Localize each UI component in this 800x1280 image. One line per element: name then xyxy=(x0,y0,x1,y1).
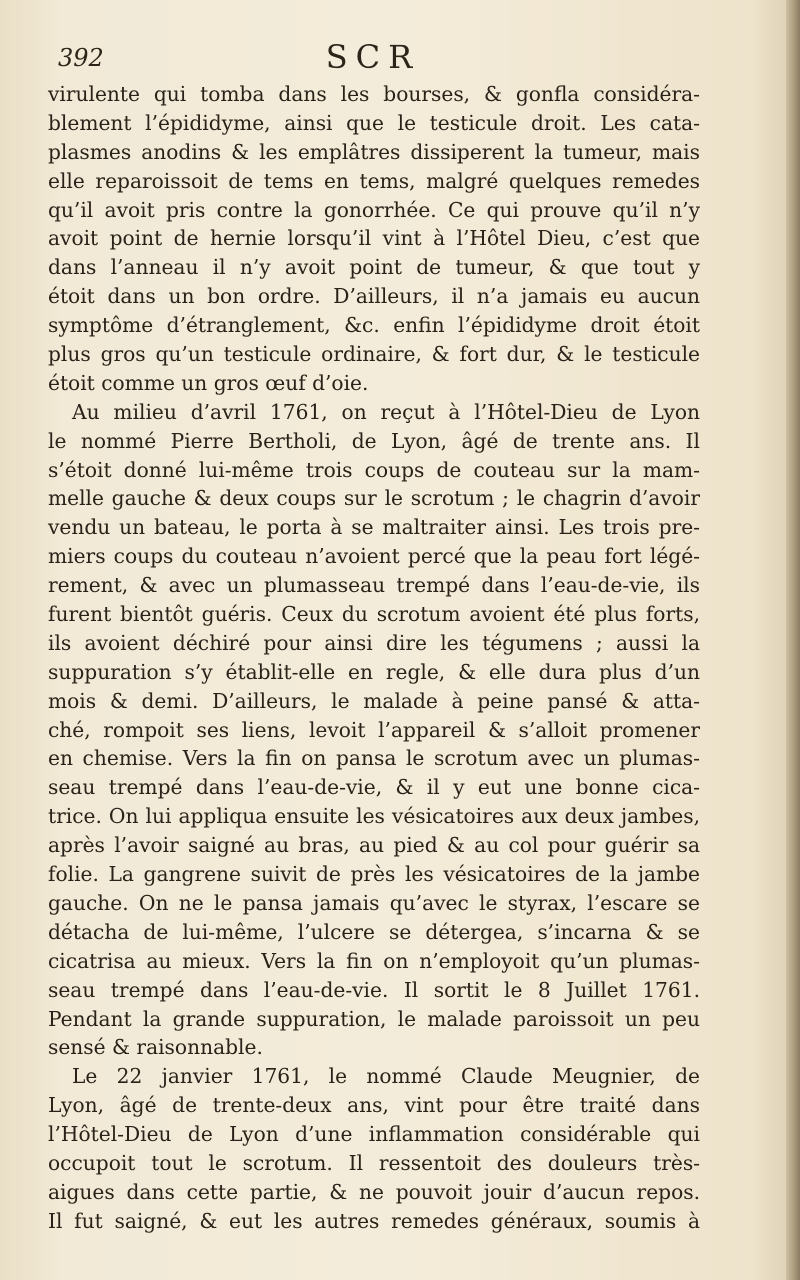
text-line: ché, rompoit ses liens, levoit l’appareil & s’alloit promener xyxy=(48,717,700,742)
text-line: Pendant la grande suppuration, le malade paroissoit un peu xyxy=(48,1006,700,1031)
text-line: folie. La gangrene suivit de près les vésicatoires de la jambe xyxy=(48,862,700,887)
text-line: qu’il avoit pris contre la gonorrhée. Ce qui prouve qu’il n’y xyxy=(48,197,700,222)
text-line: seau trempé dans l’eau-de-vie. Il sortit le 8 Juillet 1761. xyxy=(48,977,700,1002)
text-line: plus gros qu’un testicule ordinaire, & fort dur, & le testicule xyxy=(48,342,700,367)
text-line: plasmes anodins & les emplâtres dissiperent la tumeur, mais xyxy=(48,139,700,164)
text-line: blement l’épididyme, ainsi que le testicule droit. Les cata- xyxy=(48,110,700,135)
page-number: 392 xyxy=(58,44,104,72)
text-line: Au milieu d’avril 1761, on reçut à l’Hôtel-Dieu de Lyon xyxy=(72,399,700,424)
text-line: étoit dans un bon ordre. D’ailleurs, il n’a jamais eu aucun xyxy=(48,284,700,309)
text-line: après l’avoir saigné au bras, au pied & au col pour guérir sa xyxy=(48,833,700,858)
page-binding-edge xyxy=(786,0,800,1280)
text-line: Le 22 janvier 1761, le nommé Claude Meugnier, de xyxy=(72,1064,700,1089)
text-line: ils avoient déchiré pour ainsi dire les tégumens ; aussi la xyxy=(48,630,700,655)
text-line: seau trempé dans l’eau-de-vie, & il y eut une bonne cica- xyxy=(48,775,700,800)
text-line: mois & demi. D’ailleurs, le malade à peine pansé & atta- xyxy=(48,688,700,713)
body-text xyxy=(48,80,700,1236)
text-line: l’Hôtel-Dieu de Lyon d’une inflammation considérable qui xyxy=(48,1122,700,1147)
text-line: Il fut saigné, & eut les autres remedes généraux, soumis à xyxy=(48,1208,700,1233)
text-line: vendu un bateau, le porta à se maltraiter ainsi. Les trois pre- xyxy=(48,515,700,540)
text-line: avoit point de hernie lorsqu’il vint à l’Hôtel Dieu, c’est que xyxy=(48,226,700,251)
text-line: détacha de lui-même, l’ulcere se détergea, s’incarna & se xyxy=(48,919,700,944)
running-head: SCR xyxy=(325,38,421,76)
text-line: Lyon, âgé de trente-deux ans, vint pour être traité dans xyxy=(48,1093,700,1118)
text-line: furent bientôt guéris. Ceux du scrotum avoient été plus forts, xyxy=(48,602,700,627)
text-line: cicatrisa au mieux. Vers la fin on n’employoit qu’un plumas- xyxy=(48,948,700,973)
page-header xyxy=(48,38,698,78)
text-line: symptôme d’étranglement, &c. enfin l’épididyme droit étoit xyxy=(48,313,700,338)
text-line: miers coups du couteau n’avoient percé que la peau fort légé- xyxy=(48,544,700,569)
text-line: s’étoit donné lui-même trois coups de couteau sur la mam- xyxy=(48,457,700,482)
text-line: occupoit tout le scrotum. Il ressentoit des douleurs très- xyxy=(48,1150,700,1175)
text-line: suppuration s’y établit-elle en regle, & elle dura plus d’un xyxy=(48,659,700,684)
text-line: sensé & raisonnable. xyxy=(48,1035,263,1060)
text-line: melle gauche & deux coups sur le scrotum ; le chagrin d’avoir xyxy=(48,486,700,511)
text-line: rement, & avec un plumasseau trempé dans l’eau-de-vie, ils xyxy=(48,573,700,598)
text-line: en chemise. Vers la fin on pansa le scrotum avec un plumas- xyxy=(48,746,700,771)
text-line: elle reparoissoit de tems en tems, malgré quelques remedes xyxy=(48,168,700,193)
text-line: aigues dans cette partie, & ne pouvoit jouir d’aucun repos. xyxy=(48,1179,700,1204)
text-line: le nommé Pierre Bertholi, de Lyon, âgé de trente ans. Il xyxy=(48,428,700,453)
text-line: gauche. On ne le pansa jamais qu’avec le styrax, l’escare se xyxy=(48,890,700,915)
text-line: étoit comme un gros œuf d’oie. xyxy=(48,370,369,395)
text-line: trice. On lui appliqua ensuite les vésicatoires aux deux jambes, xyxy=(48,804,700,829)
text-line: dans l’anneau il n’y avoit point de tumeur, & que tout y xyxy=(48,255,700,280)
text-line: virulente qui tomba dans les bourses, & gonfla considéra- xyxy=(48,82,700,106)
